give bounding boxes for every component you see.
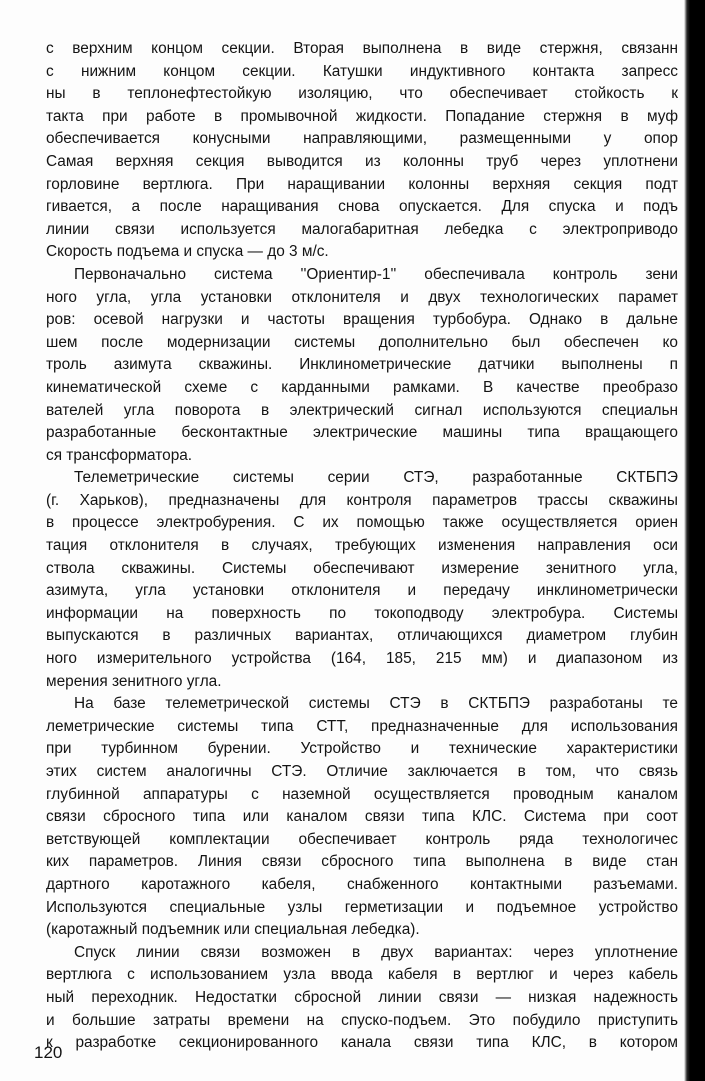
text-line: мерения зенитного угла. [46,672,222,690]
scan-edge-shadow [684,0,705,1081]
text-line: На базе телеметрической системы СТЭ в СКТБПЭ разработаны те [74,695,678,713]
text-line: Используются специальные узлы герметизации и подъемное устройство [46,898,678,916]
text-line: ся трансформатора. [46,446,193,464]
text-line: гивается, а после наращивания снова опускается. Для спуска и подъ [46,198,678,216]
paragraph [46,942,678,1055]
text-line: с верхним концом секции. Вторая выполнена в виде стержня, связанн [46,40,678,57]
text-line: и большие затраты времени на спуско-подъем. Это побудило приступить [46,1011,678,1029]
text-line: Самая верхняя секция выводится из колонны труб через уплотнени [46,152,678,170]
text-line: при турбинном бурении. Устройство и технические характеристики [46,740,678,758]
text-line: троль азимута скважины. Инклинометрические датчики выполнены п [46,356,678,374]
text-line: ствола скважины. Системы обеспечивают измерение зенитного угла, [46,559,678,577]
text-line: леметрические системы типа СТТ, предназначенные для использования [46,717,678,735]
text-line: разработанные бесконтактные электрические машины типа вращающего [46,424,678,442]
text-line: ких параметров. Линия связи сбросного типа выполнена в виде стан [46,853,678,871]
text-line: с нижним концом секции. Катушки индуктивного контакта запресс [46,62,678,80]
text-line: Первоначально система ''Ориентир-1'' обеспечивала контроль зени [74,265,678,283]
text-line: (каротажный подъемник или специальная лебедка). [46,921,420,939]
text-line: связи сбросного типа или каналом связи типа КЛС. Система при соот [46,808,678,826]
text-line: информации на поверхность по токоподводу электробура. Системы [46,604,678,622]
text-line: кинематической схеме с карданными рамками. В качестве преобразо [46,378,678,396]
text-line: азимута, угла установки отклонителя и передачу инклинометрически [46,582,678,600]
text-line: вателей угла поворота в электрический сигнал используются специальн [46,401,678,419]
text-line: такта при работе в промывочной жидкости. Попадание стержня в муф [46,107,678,125]
text-line: (г. Харьков), предназначены для контроля параметров трассы скважины [46,491,678,509]
text-line: ный переходник. Недостатки сбросной линии связи — низкая надежность [46,988,678,1006]
text-line: ного измерительного устройства (164, 185, 215 мм) и диапазоном из [46,650,678,668]
page-number: 120 [34,1043,63,1062]
text-line: ного угла, угла установки отклонителя и двух технологических парамет [46,288,678,306]
text-line: Спуск линии связи возможен в двух вариантах: через уплотнение [74,943,678,961]
text-line: в процессе электробурения. С их помощью также осуществляется ориен [46,514,678,532]
text-line: ны в теплонефтестойкую изоляцию, что обеспечивает стойкость к [46,85,678,103]
text-line: шем после модернизации системы дополнительно был обеспечен ко [46,333,678,351]
text-line: дартного каротажного кабеля, снабженного контактными разъемами. [46,875,678,893]
text-line: ров: осевой нагрузки и частоты вращения турбобура. Однако в дальне [46,311,678,329]
scan-edge-corner [690,0,705,30]
text-line: выпускаются в различных вариантах, отличающихся диаметром глубин [46,627,678,645]
text-line: Телеметрические системы серии СТЭ, разработанные СКТБПЭ [74,469,678,487]
text-line: обеспечивается конусными направляющими, размещенными у опор [46,130,678,148]
text-line: Скорость подъема и спуска — до 3 м/с. [46,243,329,261]
text-line: этих систем аналогичны СТЭ. Отличие заключается в том, что связь [46,763,678,780]
paragraph [46,38,678,264]
body-text [46,38,678,1055]
text-line: глубинной аппаратуры с наземной осуществляется проводным каналом [46,785,678,803]
paragraph [46,693,678,942]
paragraph [46,264,678,467]
text-line: вертлюга с использованием узла ввода кабеля в вертлюг и через кабель [46,966,678,984]
text-line: тация отклонителя в случаях, требующих изменения направления оси [46,537,678,555]
text-line: ветствующей комплектации обеспечивает контроль ряда технологичес [46,830,678,848]
text-line: горловине вертлюга. При наращивании колонны верхняя секция подт [46,175,678,193]
paragraph [46,467,678,693]
text-line: к разработке секционированного канала связи типа КЛС, в котором [46,1034,678,1052]
text-line: линии связи используется малогабаритная лебедка с электроприводо [46,220,678,238]
